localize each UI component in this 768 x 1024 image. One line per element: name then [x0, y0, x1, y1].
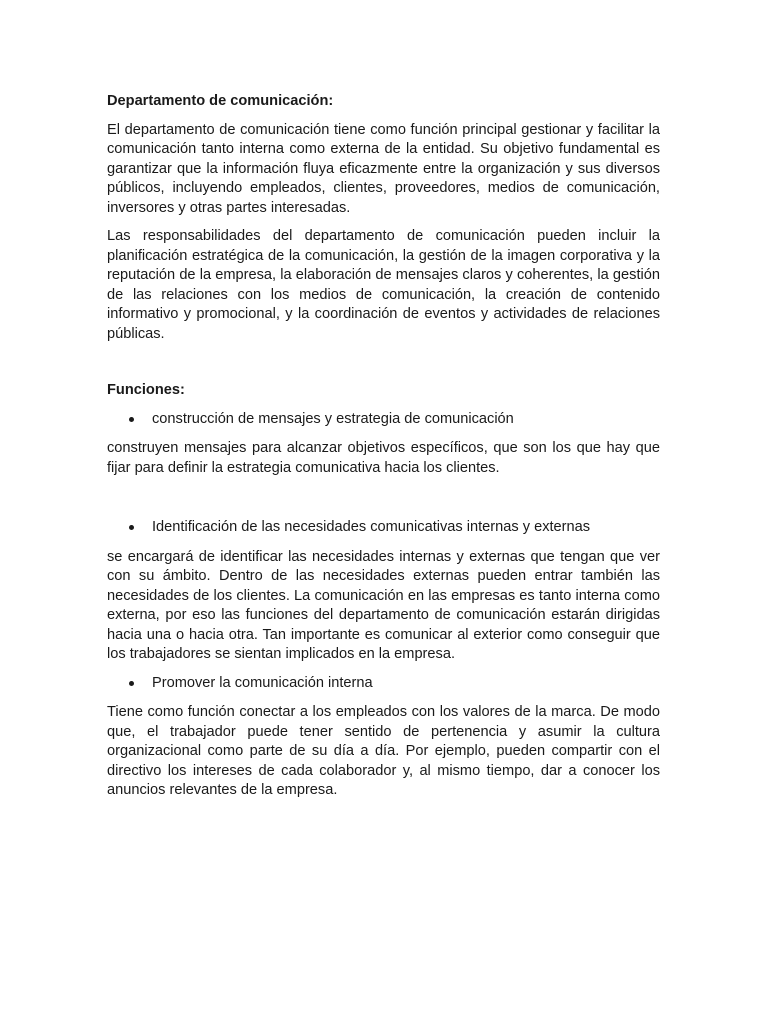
- bullet-label: Promover la comunicación interna: [152, 674, 373, 691]
- paragraph-intro: El departamento de comunicación tiene como función principal gestionar y facilitar la comunicación tanto interna como externa de la entidad. Su objetivo fundamental es garantizar que la información fluya eficazmente entre la organización y sus diversos públicos, incluyendo empleados, clientes, proveedores, medios de comunicación, inversores y otras partes interesadas.: [107, 121, 660, 216]
- document-body: [107, 92, 660, 810]
- paragraph-construccion: construyen mensajes para alcanzar objetivos específicos, que son los que hay que fijar para definir la estrategia comunicativa hacia los clientes.: [107, 440, 660, 476]
- bullet-dot-icon: [129, 681, 134, 686]
- section-heading-funciones: Funciones:: [107, 382, 185, 398]
- bullet-spacer: [107, 487, 660, 518]
- bullet-item-identificacion: [107, 518, 660, 538]
- paragraph-responsabilidades: Las responsabilidades del departamento de comunicación pueden incluir la planificación estratégica de la comunicación, la gestión de la imagen corporativa y la reputación de la empresa, la elaboración de mensajes claros y coherentes, la gestión de las relaciones con los medios de comunicación, la creación de contenido informativo y promocional, y la coordinación de eventos y actividades de relaciones públicas.: [107, 228, 660, 342]
- paragraph-promover: Tiene como función conectar a los empleados con los valores de la marca. De modo que, el trabajador puede tener sentido de pertenencia y asumir la cultura organizacional como parte de su día a día. Por ejemplo, pueden compartir con el directivo los intereses de cada colaborador y, al mismo tiempo, dar a conocer los anuncios relevantes de la empresa.: [107, 704, 660, 798]
- section-heading-departamento: Departamento de comunicación:: [107, 93, 334, 109]
- bullet-item-construccion: [107, 410, 660, 430]
- bullet-dot-icon: [129, 525, 134, 530]
- bullet-dot-icon: [129, 417, 134, 422]
- paragraph-identificacion: se encargará de identificar las necesidades internas y externas que tengan que ver con su ámbito. Dentro de las necesidades externas pueden entrar también las necesidades de los clientes. La comunicación en las empresas es tanto interna como externa, por eso las funciones del departamento de comunicación estarán dirigidas hacia una o hacia otra. Tan importante es comunicar al exterior como conseguir que los trabajadores se sientan implicados en la empresa.: [107, 548, 660, 662]
- bullet-item-promover: [107, 674, 660, 694]
- bullet-label: construcción de mensajes y estrategia de comunicación: [152, 410, 514, 427]
- section-spacer: [107, 353, 660, 381]
- bullet-label: Identificación de las necesidades comunicativas internas y externas: [152, 519, 591, 535]
